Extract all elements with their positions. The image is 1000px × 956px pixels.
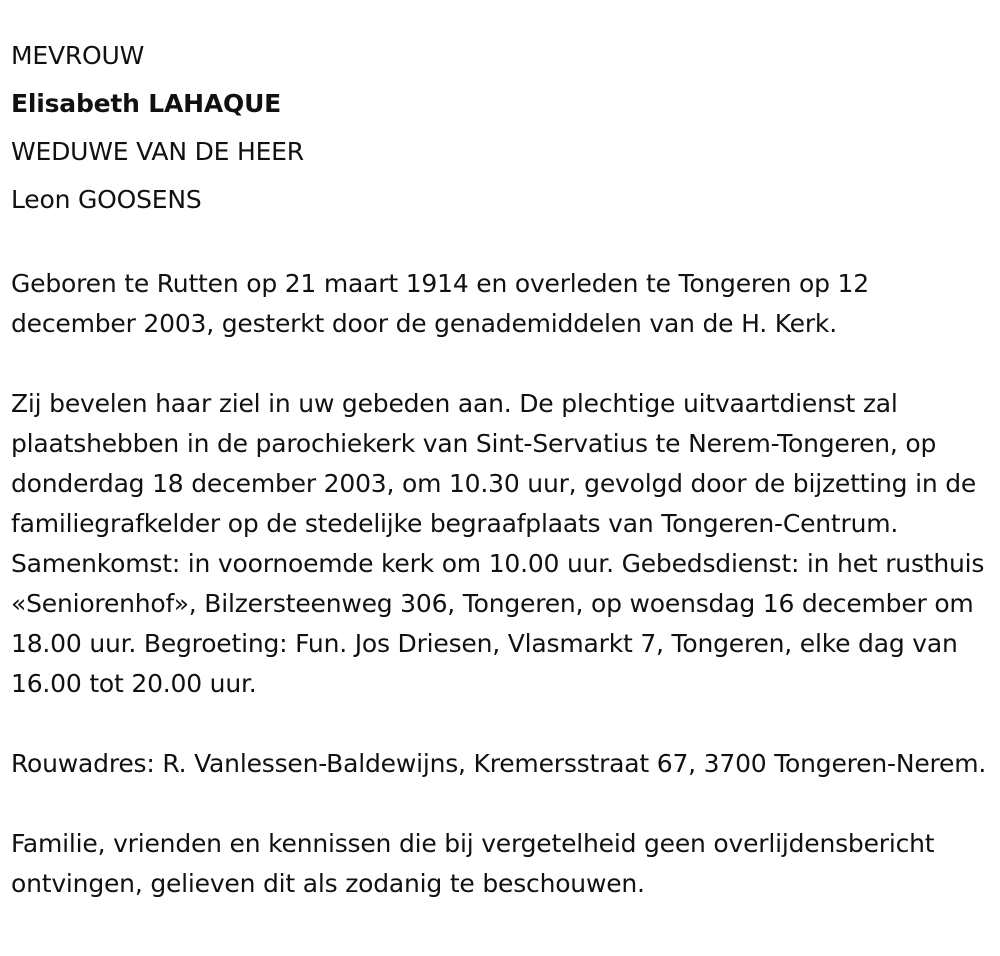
spacer — [11, 704, 991, 744]
notice-header — [11, 36, 991, 228]
spouse-name: Leon GOOSENS — [11, 185, 202, 214]
spacer — [11, 228, 991, 264]
death-notice — [11, 36, 991, 904]
spacer — [11, 784, 991, 824]
honorific-title: MEVROUW — [11, 41, 145, 70]
funeral-details-paragraph: Zij bevelen haar ziel in uw gebeden aan. De plechtige uitvaartdienst zal plaatshebben in de parochiekerk van Sint-Servatius te Nerem-Tongeren, op donderdag 18 december 2003, om 10.30 uur, gevolgd door de bijzetting in de familiegrafkelder op de stedelijke begraafplaats van Tongeren-Centrum. Samenkomst: in voornoemde kerk om 10.00 uur. Gebedsdienst: in het rusthuis «Seniorenhof», Bilzersteenweg 306, Tongeren, op woensdag 16 december om 18.00 uur. Begroeting: Fun. Jos Driesen, Vlasmarkt 7, Tongeren, elke dag van 16.00 tot 20.00 uur. — [11, 389, 985, 698]
closing-paragraph: Familie, vrienden en kennissen die bij vergetelheid geen overlijdensbericht ontvingen, gelieven dit als zodanig te beschouwen. — [11, 829, 935, 898]
mourning-address-paragraph: Rouwadres: R. Vanlessen-Baldewijns, Kremersstraat 67, 3700 Tongeren-Nerem. — [11, 749, 987, 778]
deceased-name: Elisabeth LAHAQUE — [11, 89, 282, 118]
spacer — [11, 344, 991, 384]
relation-line: WEDUWE VAN DE HEER — [11, 137, 304, 166]
birth-death-paragraph: Geboren te Rutten op 21 maart 1914 en overleden te Tongeren op 12 december 2003, gesterkt door de genademiddelen van de H. Kerk. — [11, 269, 869, 338]
